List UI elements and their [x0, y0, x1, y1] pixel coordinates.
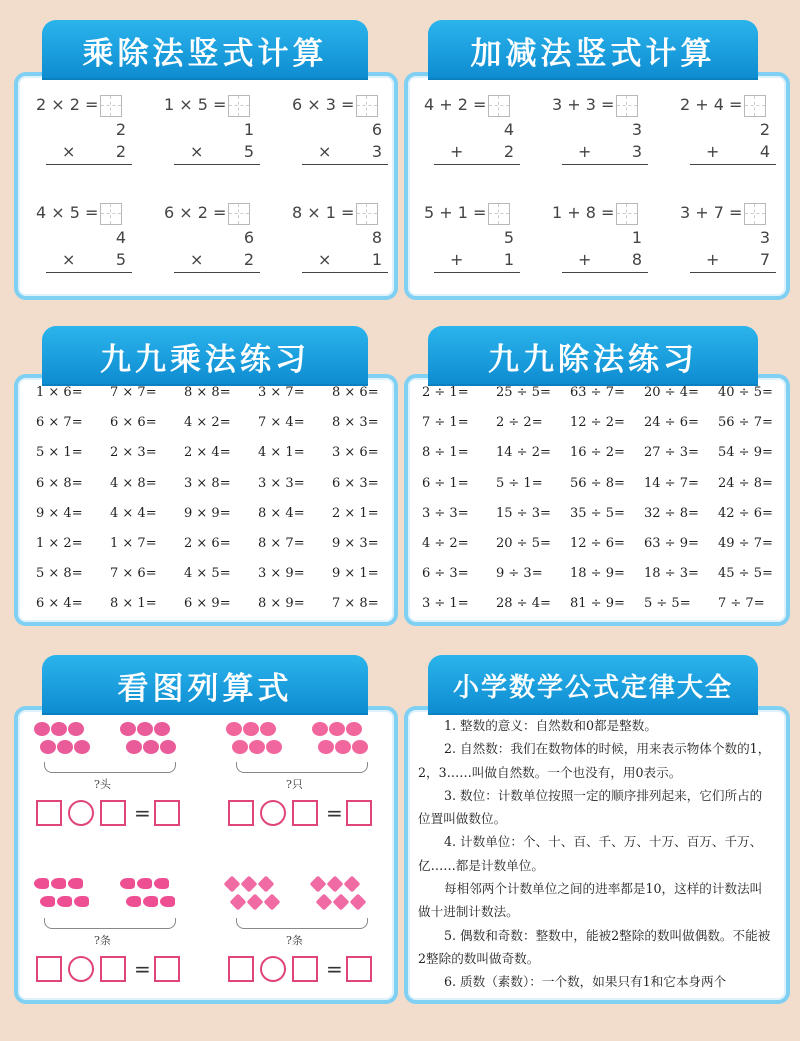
equation-text: 5 + 1 = — [424, 203, 487, 222]
answer-box[interactable] — [292, 800, 318, 826]
drill-item: 2 × 6= — [184, 536, 231, 551]
drill-item: 6 × 9= — [184, 596, 231, 612]
bottom-number: 2 — [503, 142, 514, 161]
bottom-line — [46, 142, 132, 165]
starfish-icon — [344, 876, 361, 893]
drill-item: 9 × 9= — [184, 505, 231, 521]
equation-text: 8 × 1 = — [292, 203, 355, 222]
vertical-problem — [424, 94, 524, 174]
vertical-problem — [292, 94, 392, 174]
bottom-line — [302, 142, 388, 165]
equation-text: 6 × 2 = — [164, 203, 227, 222]
elephant-icon — [68, 722, 84, 736]
drill-item: 63 ÷ 9= — [644, 536, 699, 551]
elephant-icon — [34, 722, 50, 736]
drill-item: 14 ÷ 2= — [496, 445, 551, 461]
formula-title: 小学数学公式定律大全 — [428, 655, 758, 715]
drill-item: 7 × 8= — [332, 596, 379, 612]
operator: × — [318, 142, 332, 161]
answer-grid-box[interactable] — [228, 95, 250, 117]
bird-icon — [335, 740, 351, 754]
top-number: 3 — [759, 228, 770, 247]
drill-item: 6 ÷ 3= — [422, 566, 469, 582]
drill-item: 3 × 3= — [258, 475, 305, 491]
result-box[interactable] — [346, 956, 372, 982]
elephant-icon — [74, 740, 90, 754]
answer-grid-box[interactable] — [616, 203, 638, 225]
fish-icon — [126, 896, 141, 907]
fish-icon — [51, 878, 66, 889]
formula-paragraph: 每相邻两个计数单位之间的进率都是10，这样的计数法叫做十进制计数法。 — [418, 881, 763, 920]
answer-box[interactable] — [36, 800, 62, 826]
problem-equation — [424, 94, 510, 116]
answer-grid-box[interactable] — [488, 203, 510, 225]
answer-box[interactable] — [100, 956, 126, 982]
starfish-icon — [350, 894, 367, 911]
vertical-problem — [292, 202, 392, 282]
vertical-problem — [424, 202, 524, 282]
answer-box[interactable] — [228, 956, 254, 982]
starfish-icon — [230, 894, 247, 911]
bird-icon — [243, 722, 259, 736]
answer-row — [228, 956, 378, 982]
starfish-icon — [247, 894, 264, 911]
equation-text: 1 + 8 = — [552, 203, 615, 222]
formula-paragraph: 3. 数位：计数单位按照一定的顺序排列起来，它们所占的位置叫做数位。 — [418, 787, 763, 827]
drill-item: 3 × 8= — [184, 475, 231, 491]
bottom-line — [690, 142, 776, 165]
equals-sign: = — [326, 801, 343, 825]
operator: × — [190, 142, 204, 161]
bottom-line — [434, 142, 520, 165]
drill-item: 7 ÷ 1= — [422, 415, 469, 431]
answer-grid-box[interactable] — [744, 203, 766, 225]
grouping-brace — [236, 918, 368, 929]
bottom-line — [562, 142, 648, 165]
operator-circle[interactable] — [260, 800, 286, 826]
bottom-number: 4 — [759, 142, 770, 161]
grouping-brace — [44, 918, 176, 929]
drill-item: 2 × 1= — [332, 505, 379, 521]
problem-equation — [424, 202, 510, 224]
drill-item: 54 ÷ 9= — [718, 445, 773, 461]
operator: + — [706, 142, 720, 161]
bird-icon — [346, 722, 362, 736]
equation-text: 2 × 2 = — [36, 95, 99, 114]
bottom-number: 1 — [503, 250, 514, 269]
top-number: 1 — [243, 120, 254, 139]
formula-text — [418, 714, 774, 994]
equals-sign: = — [326, 957, 343, 981]
bottom-number: 7 — [759, 250, 770, 269]
drill-item: 9 × 4= — [36, 505, 83, 521]
bird-icon — [352, 740, 368, 754]
equation-text: 3 + 7 = — [680, 203, 743, 222]
drill-item: 6 ÷ 1= — [422, 475, 469, 491]
answer-box[interactable] — [100, 800, 126, 826]
operator-circle[interactable] — [68, 800, 94, 826]
drill-item: 7 × 4= — [258, 415, 305, 431]
answer-grid-box[interactable] — [356, 95, 378, 117]
top-number: 1 — [631, 228, 642, 247]
bottom-line — [174, 142, 260, 165]
operator: × — [62, 142, 76, 161]
question-label: ?头 — [94, 778, 111, 791]
starfish-icon — [310, 876, 327, 893]
drill-item: 16 ÷ 2= — [570, 445, 625, 461]
drill-item: 42 ÷ 6= — [718, 505, 773, 521]
drill-item: 4 × 1= — [258, 445, 305, 461]
drill-item: 2 × 4= — [184, 445, 231, 461]
question-label: ?条 — [286, 934, 303, 947]
question-label: ?只 — [286, 778, 303, 791]
bottom-number: 2 — [243, 250, 254, 269]
problem-equation — [292, 94, 378, 116]
formula-paragraph: 5. 偶数和奇数：整数中，能被2整除的数叫做偶数。不能被2整除的数叫做奇数。 — [418, 927, 771, 966]
top-number: 3 — [631, 120, 642, 139]
drill-item: 9 × 1= — [332, 566, 379, 582]
drill-item: 12 ÷ 2= — [570, 415, 625, 431]
elephant-icon — [51, 722, 67, 736]
drill-item: 1 × 7= — [110, 536, 157, 551]
drill-item: 32 ÷ 8= — [644, 505, 699, 521]
answer-grid-box[interactable] — [228, 203, 250, 225]
drill-item: 5 ÷ 5= — [644, 596, 691, 612]
elephant-icon — [137, 722, 153, 736]
bottom-line — [302, 250, 388, 273]
bird-icon — [249, 740, 265, 754]
fish-icon — [143, 896, 158, 907]
bottom-line — [690, 250, 776, 273]
picture-problem — [226, 872, 376, 992]
problem-equation — [164, 94, 250, 116]
answer-box[interactable] — [292, 956, 318, 982]
problem-equation — [680, 202, 766, 224]
drill-item: 2 ÷ 1= — [422, 385, 469, 400]
bottom-number: 5 — [115, 250, 126, 269]
drill-item: 56 ÷ 7= — [718, 415, 773, 431]
bottom-number: 2 — [115, 142, 126, 161]
operator: + — [706, 250, 720, 269]
starfish-icon — [241, 876, 258, 893]
formula-paragraph: 6. 质数（素数）：一个数，如果只有1和它本身两个 — [444, 974, 727, 990]
drill-item: 3 ÷ 3= — [422, 505, 469, 521]
result-box[interactable] — [154, 956, 180, 982]
bottom-number: 3 — [371, 142, 382, 161]
drill-item: 3 × 7= — [258, 385, 305, 400]
equation-text: 4 + 2 = — [424, 95, 487, 114]
drill-item: 8 × 4= — [258, 505, 305, 521]
drill-item: 24 ÷ 8= — [718, 475, 773, 491]
drill-item: 63 ÷ 7= — [570, 385, 625, 400]
elephant-icon — [160, 740, 176, 754]
drill-item: 7 × 7= — [110, 385, 157, 400]
answer-row — [36, 800, 186, 826]
div-drill-title: 九九除法练习 — [428, 326, 758, 386]
answer-row — [36, 956, 186, 982]
drill-item: 18 ÷ 3= — [644, 566, 699, 582]
elephant-icon — [154, 722, 170, 736]
elephant-icon — [40, 740, 56, 754]
equals-sign: = — [134, 957, 151, 981]
starfish-icon — [333, 894, 350, 911]
div-drill-panel — [404, 374, 790, 626]
drill-item: 6 × 7= — [36, 415, 83, 431]
operator: + — [578, 250, 592, 269]
operator-circle[interactable] — [260, 956, 286, 982]
drill-item: 2 × 3= — [110, 445, 157, 461]
mult-drill-title: 九九乘法练习 — [42, 326, 368, 386]
drill-item: 6 × 8= — [36, 475, 83, 491]
top-number: 4 — [115, 228, 126, 247]
top-number: 4 — [503, 120, 514, 139]
formula-paragraph: 2. 自然数：我们在数物体的时候，用来表示物体个数的1，2，3……叫做自然数。一个也没有，用0表示。 — [418, 741, 771, 780]
drill-item: 12 ÷ 6= — [570, 536, 625, 551]
mult-drill-panel — [14, 374, 398, 626]
fish-icon — [154, 878, 169, 889]
question-label: ?条 — [94, 934, 111, 947]
elephant-icon — [126, 740, 142, 754]
drill-item: 18 ÷ 9= — [570, 566, 625, 582]
formula-paragraph: 1. 整数的意义：自然数和0都是整数。 — [444, 718, 657, 733]
elephant-icon — [143, 740, 159, 754]
drill-item: 4 × 4= — [110, 505, 157, 521]
fish-icon — [34, 878, 49, 889]
operator: + — [450, 142, 464, 161]
bird-icon — [312, 722, 328, 736]
drill-item: 4 × 8= — [110, 475, 157, 491]
drill-item: 25 ÷ 5= — [496, 385, 551, 400]
drill-item: 8 × 6= — [332, 385, 379, 400]
problem-equation — [292, 202, 378, 224]
top-number: 8 — [371, 228, 382, 247]
vertical-problem — [552, 202, 652, 282]
drill-item: 24 ÷ 6= — [644, 415, 699, 431]
drill-item: 8 × 8= — [184, 385, 231, 400]
grouping-brace — [236, 762, 368, 773]
starfish-icon — [327, 876, 344, 893]
picture-title: 看图列算式 — [42, 655, 368, 715]
top-number: 6 — [371, 120, 382, 139]
bird-icon — [232, 740, 248, 754]
bottom-line — [562, 250, 648, 273]
fish-icon — [68, 878, 83, 889]
drill-item: 3 × 6= — [332, 445, 379, 461]
fish-icon — [137, 878, 152, 889]
drill-item: 9 ÷ 3= — [496, 566, 543, 582]
picture-problem — [226, 716, 376, 836]
drill-item: 45 ÷ 5= — [718, 566, 773, 582]
drill-item: 20 ÷ 4= — [644, 385, 699, 400]
vertical-mult-title: 乘除法竖式计算 — [42, 20, 368, 80]
problem-equation — [680, 94, 766, 116]
bird-icon — [226, 722, 242, 736]
fish-icon — [120, 878, 135, 889]
vertical-problem — [36, 202, 136, 282]
top-number: 6 — [243, 228, 254, 247]
vertical-problem — [552, 94, 652, 174]
drill-item: 6 × 4= — [36, 596, 83, 612]
drill-item: 5 ÷ 1= — [496, 475, 543, 491]
drill-item: 28 ÷ 4= — [496, 596, 551, 612]
drill-item: 49 ÷ 7= — [718, 536, 773, 551]
drill-item: 4 × 2= — [184, 415, 231, 431]
vertical-problem — [36, 94, 136, 174]
drill-item: 9 × 3= — [332, 536, 379, 551]
equation-text: 4 × 5 = — [36, 203, 99, 222]
answer-box[interactable] — [36, 956, 62, 982]
drill-item: 1 × 6= — [36, 385, 83, 400]
elephant-icon — [57, 740, 73, 754]
equation-text: 2 + 4 = — [680, 95, 743, 114]
vertical-add-title: 加减法竖式计算 — [428, 20, 758, 80]
drill-item: 5 × 8= — [36, 566, 83, 582]
problem-equation — [36, 94, 122, 116]
answer-grid-box[interactable] — [488, 95, 510, 117]
answer-box[interactable] — [228, 800, 254, 826]
bottom-number: 8 — [631, 250, 642, 269]
fish-icon — [74, 896, 89, 907]
top-number: 2 — [759, 120, 770, 139]
drill-item: 3 ÷ 1= — [422, 596, 469, 612]
drill-item: 7 × 6= — [110, 566, 157, 582]
bird-icon — [329, 722, 345, 736]
top-number: 5 — [503, 228, 514, 247]
problem-equation — [552, 202, 638, 224]
answer-grid-box[interactable] — [616, 95, 638, 117]
drill-item: 8 × 7= — [258, 536, 305, 551]
drill-item: 35 ÷ 5= — [570, 505, 625, 521]
result-box[interactable] — [154, 800, 180, 826]
bottom-number: 5 — [243, 142, 254, 161]
drill-item: 14 ÷ 7= — [644, 475, 699, 491]
result-box[interactable] — [346, 800, 372, 826]
bottom-line — [174, 250, 260, 273]
elephant-icon — [120, 722, 136, 736]
answer-grid-box[interactable] — [356, 203, 378, 225]
fish-icon — [160, 896, 175, 907]
drill-item: 1 × 2= — [36, 536, 83, 551]
bottom-line — [46, 250, 132, 273]
operator: × — [318, 250, 332, 269]
equals-sign: = — [134, 801, 151, 825]
equation-text: 3 + 3 = — [552, 95, 615, 114]
vertical-problem — [680, 202, 780, 282]
drill-item: 8 × 1= — [110, 596, 157, 612]
fish-icon — [40, 896, 55, 907]
bird-icon — [266, 740, 282, 754]
bottom-number: 1 — [371, 250, 382, 269]
drill-item: 6 × 3= — [332, 475, 379, 491]
bottom-line — [434, 250, 520, 273]
drill-item: 40 ÷ 5= — [718, 385, 773, 400]
drill-item: 2 ÷ 2= — [496, 415, 543, 431]
drill-item: 3 × 9= — [258, 566, 305, 582]
bird-icon — [260, 722, 276, 736]
drill-item: 5 × 1= — [36, 445, 83, 461]
top-number: 2 — [115, 120, 126, 139]
drill-item: 81 ÷ 9= — [570, 596, 625, 612]
fish-icon — [57, 896, 72, 907]
equation-text: 6 × 3 = — [292, 95, 355, 114]
vertical-problem — [164, 202, 264, 282]
drill-item: 8 × 9= — [258, 596, 305, 612]
answer-row — [228, 800, 378, 826]
picture-problem — [34, 872, 184, 992]
problem-equation — [36, 202, 122, 224]
drill-item: 27 ÷ 3= — [644, 445, 699, 461]
vertical-problem — [164, 94, 264, 174]
drill-item: 4 × 5= — [184, 566, 231, 582]
operator: + — [578, 142, 592, 161]
drill-item: 56 ÷ 8= — [570, 475, 625, 491]
drill-item: 20 ÷ 5= — [496, 536, 551, 551]
drill-item: 4 ÷ 2= — [422, 536, 469, 551]
starfish-icon — [224, 876, 241, 893]
operator-circle[interactable] — [68, 956, 94, 982]
drill-item: 8 ÷ 1= — [422, 445, 469, 461]
operator: + — [450, 250, 464, 269]
formula-paragraph: 4. 计数单位：个、十、百、千、万、十万、百万、千万、亿……都是计数单位。 — [418, 834, 763, 873]
answer-grid-box[interactable] — [744, 95, 766, 117]
problem-equation — [552, 94, 638, 116]
starfish-icon — [316, 894, 333, 911]
problem-equation — [164, 202, 250, 224]
operator: × — [190, 250, 204, 269]
answer-grid-box[interactable] — [100, 95, 122, 117]
grouping-brace — [44, 762, 176, 773]
vertical-problem — [680, 94, 780, 174]
operator: × — [62, 250, 76, 269]
bottom-number: 3 — [631, 142, 642, 161]
bird-icon — [318, 740, 334, 754]
drill-item: 8 × 3= — [332, 415, 379, 431]
picture-problem — [34, 716, 184, 836]
starfish-icon — [258, 876, 275, 893]
drill-item: 15 ÷ 3= — [496, 505, 551, 521]
equation-text: 1 × 5 = — [164, 95, 227, 114]
answer-grid-box[interactable] — [100, 203, 122, 225]
drill-item: 6 × 6= — [110, 415, 157, 431]
starfish-icon — [264, 894, 281, 911]
drill-item: 7 ÷ 7= — [718, 596, 765, 612]
